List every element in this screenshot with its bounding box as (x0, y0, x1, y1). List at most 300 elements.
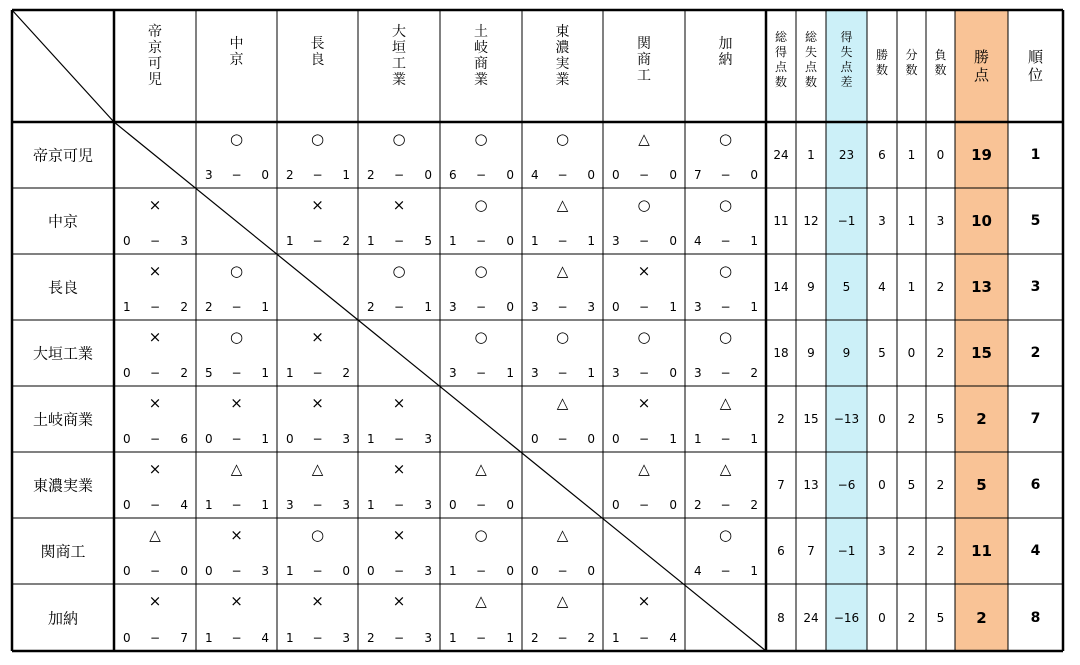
stat-value: 2 (976, 410, 987, 428)
score-separator: − (393, 432, 405, 446)
result-mark: × (230, 592, 243, 610)
stat-value: 15 (971, 344, 992, 362)
score-for: 1 (367, 432, 375, 446)
score-separator: − (231, 168, 242, 182)
score-separator: − (312, 564, 323, 578)
result-mark: ○ (310, 130, 325, 148)
score-against: 2 (180, 366, 188, 380)
score-against: 6 (180, 432, 188, 446)
result-mark: ○ (474, 526, 488, 544)
result-mark: △ (230, 460, 243, 478)
stat-header-label: 得 失 点 差 (840, 30, 853, 89)
score-for: 0 (531, 432, 539, 446)
score-against: 0 (669, 366, 677, 380)
score-separator: − (557, 300, 568, 314)
score-separator: − (475, 300, 487, 314)
score-separator: − (149, 498, 161, 512)
stat-value: 1 (807, 148, 815, 162)
stat-value: 1 (907, 280, 916, 294)
score-against: 3 (342, 432, 350, 446)
score-separator: − (475, 631, 487, 645)
score-separator: − (312, 234, 323, 248)
stat-value: 12 (803, 214, 819, 228)
stat-value: −16 (833, 610, 860, 625)
score-for: 3 (286, 498, 294, 512)
stat-value: 2 (777, 412, 785, 426)
stat-value: 6 (1030, 477, 1041, 493)
stat-value: 7 (777, 478, 785, 492)
stat-value: 9 (807, 346, 815, 360)
score-separator: − (312, 631, 323, 645)
score-for: 3 (612, 234, 620, 248)
row-team-name: 長良 (47, 278, 78, 297)
stat-value: 11 (971, 542, 992, 560)
result-mark: × (148, 196, 162, 214)
result-mark: × (230, 526, 243, 544)
score-for: 1 (286, 564, 294, 578)
score-for: 0 (531, 564, 539, 578)
score-separator: − (393, 168, 405, 182)
stat-value: 5 (878, 346, 886, 360)
score-against: 2 (342, 366, 350, 380)
score-against: 2 (180, 300, 188, 314)
score-separator: − (638, 168, 650, 182)
row-team-name: 東濃実業 (32, 476, 93, 495)
stat-header-label: 総 失 点 数 (804, 30, 817, 89)
result-mark: × (392, 460, 406, 478)
score-separator: − (638, 432, 650, 446)
stat-value: 8 (777, 610, 785, 625)
score-separator: − (720, 564, 731, 578)
stat-value: 5 (907, 478, 916, 492)
score-for: 1 (449, 234, 457, 248)
result-mark: △ (638, 460, 650, 478)
score-against: 7 (180, 631, 188, 645)
score-for: 0 (123, 498, 131, 512)
result-mark: ○ (555, 130, 570, 148)
score-for: 0 (612, 300, 620, 314)
score-for: 0 (367, 564, 375, 578)
stat-header-label: 勝 点 (973, 48, 989, 84)
result-mark: ○ (474, 130, 488, 148)
score-against: 1 (750, 432, 758, 446)
column-header-label: 長 良 (310, 36, 325, 68)
stat-value: 24 (773, 148, 789, 162)
row-team-name: 加納 (47, 609, 78, 627)
stat-value: 3 (878, 544, 886, 558)
score-separator: − (557, 168, 568, 182)
stat-value: 2 (907, 544, 916, 558)
score-separator: − (557, 564, 568, 578)
stat-header-label: 順 位 (1027, 48, 1043, 84)
score-against: 4 (180, 498, 188, 512)
score-against: 1 (587, 366, 595, 380)
score-separator: − (475, 564, 487, 578)
result-mark: ○ (718, 130, 733, 148)
score-against: 0 (587, 564, 595, 578)
result-mark: ○ (392, 262, 406, 280)
score-for: 7 (694, 168, 702, 182)
score-against: 0 (342, 564, 350, 578)
score-against: 5 (424, 234, 432, 248)
score-for: 0 (123, 564, 131, 578)
stat-value: 2 (936, 280, 945, 294)
row-team-name: 大垣工業 (32, 344, 93, 363)
row-team-name: 関商工 (40, 542, 86, 561)
stat-value: 15 (803, 412, 819, 426)
result-mark: △ (556, 394, 569, 412)
score-for: 5 (205, 366, 213, 380)
score-separator: − (312, 498, 323, 512)
score-for: 1 (694, 432, 702, 446)
score-against: 3 (261, 564, 269, 578)
score-for: 3 (531, 366, 539, 380)
score-for: 0 (123, 366, 131, 380)
score-for: 3 (694, 300, 702, 314)
stat-value: 7 (1030, 411, 1041, 427)
score-against: 2 (750, 366, 758, 380)
score-against: 1 (669, 300, 677, 314)
score-for: 0 (205, 432, 213, 446)
score-against: 3 (342, 498, 350, 512)
score-against: 1 (750, 564, 758, 578)
result-mark: × (392, 526, 406, 544)
score-for: 1 (286, 234, 294, 248)
result-mark: × (311, 394, 324, 412)
score-against: 3 (342, 631, 350, 645)
score-for: 1 (286, 631, 294, 645)
score-separator: − (720, 168, 731, 182)
score-against: 1 (587, 234, 595, 248)
score-separator: − (720, 498, 731, 512)
score-separator: − (231, 300, 242, 314)
result-mark: ○ (555, 328, 570, 346)
score-for: 1 (531, 234, 539, 248)
stat-value: 0 (936, 148, 945, 162)
stat-value: 0 (878, 412, 886, 426)
score-for: 4 (531, 168, 539, 182)
result-mark: ○ (718, 196, 733, 214)
score-against: 1 (342, 168, 350, 182)
result-mark: ○ (229, 130, 244, 148)
column-header-label: 大 垣 工 業 (392, 24, 406, 88)
score-against: 0 (750, 168, 758, 182)
score-against: 1 (261, 300, 269, 314)
score-against: 1 (424, 300, 432, 314)
score-for: 3 (449, 366, 457, 380)
score-for: 3 (694, 366, 702, 380)
score-for: 0 (123, 234, 131, 248)
score-separator: − (149, 366, 161, 380)
column-header-label: 中 京 (229, 36, 244, 68)
stat-value: 8 (1030, 609, 1041, 626)
score-for: 2 (694, 498, 702, 512)
score-for: 1 (205, 498, 213, 512)
score-for: 4 (694, 564, 702, 578)
score-against: 4 (669, 631, 677, 645)
score-separator: − (149, 234, 161, 248)
stat-value: 0 (878, 478, 886, 492)
stat-value: 0 (878, 610, 886, 625)
score-for: 2 (205, 300, 213, 314)
stat-value: 2 (936, 346, 945, 360)
score-separator: − (720, 234, 731, 248)
score-separator: − (393, 564, 405, 578)
score-separator: − (231, 631, 242, 645)
score-against: 3 (424, 631, 432, 645)
score-against: 1 (750, 234, 758, 248)
score-separator: − (638, 366, 650, 380)
score-for: 4 (694, 234, 702, 248)
score-for: 2 (367, 300, 375, 314)
stat-value: 2 (936, 478, 945, 492)
result-mark: × (230, 394, 243, 412)
score-separator: − (720, 366, 731, 380)
score-for: 0 (612, 432, 620, 446)
result-mark: × (148, 328, 162, 346)
score-separator: − (720, 300, 731, 314)
score-against: 3 (180, 234, 188, 248)
corner-diagonal-line (12, 10, 114, 122)
result-mark: × (311, 328, 324, 346)
score-separator: − (231, 366, 242, 380)
result-mark: ○ (474, 196, 488, 214)
column-header-label: 東 濃 実 業 (555, 24, 570, 88)
stat-value: 5 (1030, 213, 1041, 229)
score-against: 3 (424, 432, 432, 446)
score-against: 0 (261, 168, 269, 182)
stat-value: 3 (878, 214, 886, 228)
score-separator: − (231, 564, 242, 578)
row-team-name: 帝京可児 (32, 146, 93, 165)
result-mark: ○ (637, 328, 651, 346)
result-mark: × (311, 196, 324, 214)
score-separator: − (557, 366, 568, 380)
score-for: 1 (123, 300, 131, 314)
score-for: 1 (367, 234, 375, 248)
stat-value: 13 (803, 478, 819, 492)
score-against: 0 (180, 564, 188, 578)
score-for: 1 (367, 498, 375, 512)
score-for: 0 (449, 498, 457, 512)
stat-value: 24 (803, 610, 819, 625)
score-for: 1 (286, 366, 294, 380)
stat-value: 3 (1030, 279, 1041, 295)
score-against: 0 (587, 432, 595, 446)
score-for: 3 (531, 300, 539, 314)
result-mark: × (148, 394, 162, 412)
score-for: 0 (612, 168, 620, 182)
column-header-label: 関 商 工 (637, 36, 651, 84)
score-separator: − (720, 432, 731, 446)
stat-value: 13 (971, 278, 992, 296)
result-mark: △ (638, 130, 650, 148)
result-mark: × (148, 592, 162, 610)
stat-value: 1 (907, 148, 916, 162)
result-mark: △ (556, 196, 569, 214)
stat-value: 19 (971, 146, 992, 164)
score-for: 0 (205, 564, 213, 578)
score-against: 1 (669, 432, 677, 446)
score-separator: − (149, 432, 161, 446)
score-for: 2 (531, 631, 539, 645)
result-mark: × (148, 262, 162, 280)
result-mark: ○ (229, 262, 244, 280)
score-for: 0 (123, 631, 131, 645)
column-header-label: 加 納 (718, 36, 733, 68)
result-mark: × (148, 460, 162, 478)
score-for: 0 (286, 432, 294, 446)
score-separator: − (149, 300, 161, 314)
stat-value: −1 (837, 214, 856, 228)
stat-value: 2 (907, 412, 916, 426)
stat-value: −1 (837, 544, 856, 558)
score-separator: − (231, 432, 242, 446)
stat-value: 23 (838, 148, 855, 162)
result-mark: △ (556, 592, 569, 610)
score-for: 3 (612, 366, 620, 380)
score-separator: − (393, 498, 405, 512)
stat-value: 3 (936, 214, 945, 228)
score-against: 0 (506, 234, 514, 248)
stat-value: 11 (773, 214, 789, 228)
score-separator: − (149, 631, 161, 645)
score-against: 3 (587, 300, 595, 314)
score-for: 3 (205, 168, 213, 182)
stat-value: 0 (907, 346, 916, 360)
score-for: 6 (449, 168, 457, 182)
stat-value: 10 (971, 212, 992, 230)
stat-value: −13 (833, 412, 860, 426)
result-mark: × (637, 262, 651, 280)
stat-value: 5 (936, 610, 945, 625)
score-for: 0 (612, 498, 620, 512)
score-separator: − (475, 234, 487, 248)
result-mark: × (392, 196, 406, 214)
stat-value: 6 (878, 148, 886, 162)
score-separator: − (231, 498, 242, 512)
stat-value: 2 (936, 544, 945, 558)
result-mark: ○ (392, 130, 406, 148)
score-against: 2 (750, 498, 758, 512)
score-against: 0 (506, 300, 514, 314)
score-against: 0 (669, 498, 677, 512)
result-mark: ○ (474, 328, 488, 346)
score-against: 1 (506, 631, 514, 645)
stat-value: 9 (842, 346, 851, 360)
result-mark: △ (149, 526, 161, 544)
score-against: 0 (506, 564, 514, 578)
score-against: 0 (506, 498, 514, 512)
score-against: 3 (424, 564, 432, 578)
result-mark: △ (556, 262, 569, 280)
result-mark: × (637, 592, 651, 610)
stat-header-label: 負 数 (934, 48, 947, 77)
stat-value: 2 (976, 608, 987, 627)
stat-header-label: 勝 数 (875, 48, 888, 77)
result-mark: ○ (229, 328, 244, 346)
result-mark: × (637, 394, 651, 412)
column-header-label: 土 岐 商 業 (474, 24, 488, 88)
score-against: 2 (587, 631, 595, 645)
score-separator: − (393, 300, 405, 314)
score-separator: − (312, 366, 323, 380)
score-for: 1 (205, 631, 213, 645)
stat-value: 7 (807, 544, 815, 558)
stat-value: 2 (1030, 345, 1041, 361)
score-against: 1 (261, 498, 269, 512)
result-mark: △ (311, 460, 324, 478)
score-separator: − (149, 564, 161, 578)
stat-value: 5 (976, 476, 987, 494)
row-team-name: 中京 (47, 212, 78, 231)
score-for: 0 (123, 432, 131, 446)
score-against: 1 (261, 366, 269, 380)
score-against: 0 (669, 168, 677, 182)
result-mark: △ (719, 394, 732, 412)
result-mark: ○ (474, 262, 488, 280)
score-separator: − (638, 498, 650, 512)
stat-value: 9 (807, 280, 815, 294)
result-mark: ○ (718, 526, 733, 544)
stat-value: −6 (837, 478, 856, 492)
result-mark: ○ (310, 526, 325, 544)
stat-value: 1 (907, 214, 916, 228)
stat-value: 1 (1030, 147, 1041, 163)
result-mark: × (392, 394, 406, 412)
score-for: 3 (449, 300, 457, 314)
score-for: 1 (449, 564, 457, 578)
score-separator: − (638, 234, 650, 248)
stat-value: 6 (777, 544, 785, 558)
score-separator: − (475, 168, 487, 182)
stat-value: 5 (936, 412, 945, 426)
score-against: 1 (261, 432, 269, 446)
stat-header-label: 総 得 点 数 (774, 30, 787, 89)
score-for: 1 (612, 631, 620, 645)
stat-value: 2 (907, 610, 916, 625)
score-separator: − (557, 234, 568, 248)
result-mark: ○ (718, 262, 733, 280)
result-mark: × (311, 592, 324, 610)
score-against: 0 (506, 168, 514, 182)
score-for: 2 (286, 168, 294, 182)
result-mark: △ (475, 592, 487, 610)
score-against: 0 (587, 168, 595, 182)
score-against: 1 (750, 300, 758, 314)
score-separator: − (312, 432, 323, 446)
stat-value: 18 (773, 346, 789, 360)
result-mark: × (392, 592, 406, 610)
score-separator: − (312, 168, 323, 182)
score-against: 1 (506, 366, 514, 380)
score-separator: − (393, 631, 405, 645)
score-against: 0 (424, 168, 432, 182)
stat-value: 5 (842, 280, 851, 294)
score-against: 4 (261, 631, 269, 645)
stat-value: 4 (878, 280, 886, 294)
score-separator: − (638, 300, 650, 314)
result-mark: △ (556, 526, 569, 544)
result-mark: △ (719, 460, 732, 478)
score-separator: − (557, 631, 568, 645)
score-for: 2 (367, 631, 375, 645)
stat-value: 14 (773, 280, 789, 294)
score-against: 2 (342, 234, 350, 248)
score-separator: − (557, 432, 568, 446)
score-against: 0 (669, 234, 677, 248)
score-for: 2 (367, 168, 375, 182)
